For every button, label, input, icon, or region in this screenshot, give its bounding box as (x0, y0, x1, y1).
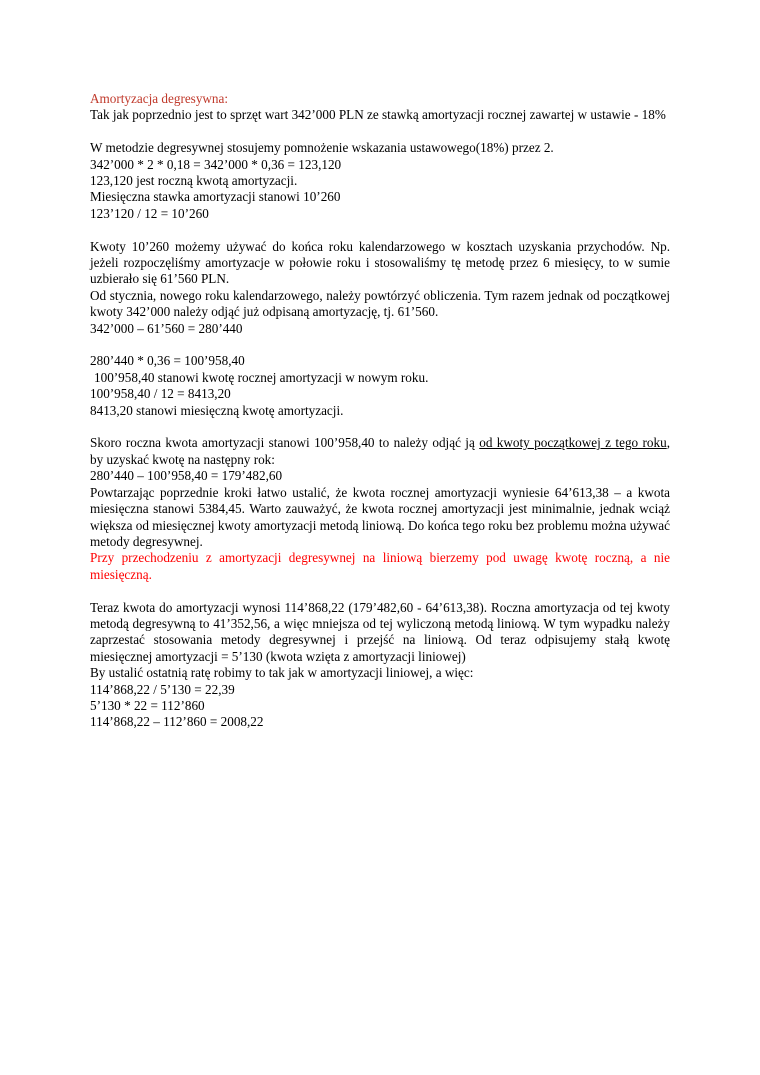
paragraph-next-year (90, 435, 670, 468)
final-line-1: 114’868,22 / 5’130 = 22,39 (90, 681, 235, 697)
spacer (90, 583, 670, 599)
note-red: Przy przechodzeniu z amortyzacji degresywnej na liniową bierzemy pod uwagę kwotę roczną, a nie miesięczną. (90, 550, 670, 582)
spacer (90, 337, 670, 353)
paragraph-new-year: Od stycznia, nowego roku kalendarzowego, należy powtórzyć obliczenia. Tym razem jednak od początkowej kwoty 342’000 należy odjąć już odpisaną amortyzację, tj. 61’560. (90, 287, 670, 320)
method-line-4: Miesięczna stawka amortyzacji stanowi 10’260 (90, 189, 341, 205)
final-line-2: 5’130 * 22 = 112’860 (90, 697, 205, 713)
calc-line-4: 8413,20 stanowi miesięczną kwotę amortyzacji. (90, 402, 344, 418)
calc-line-1: 280’440 * 0,36 = 100’958,40 (90, 353, 245, 369)
paragraph-next-year-pre: Skoro roczna kwota amortyzacji stanowi 100’958,40 to należy odjąć ją (90, 435, 480, 451)
method-line-1: W metodzie degresywnej stosujemy pomnożenie wskazania ustawowego(18%) przez 2. (90, 140, 554, 156)
paragraph-first-year: Kwoty 10’260 możemy używać do końca roku kalendarzowego w kosztach uzyskania przychodów. Np. jeżeli rozpoczęliśmy amortyzacje w połowie roku i stosowaliśmy tę metodę przez 6 miesięcy, to w sumie uzbierało się 61’560 PLN. (90, 238, 670, 287)
intro-paragraph: Tak jak poprzednio jest to sprzęt wart 342’000 PLN ze stawką amortyzacji rocznej zawartej w ustawie - 18% (90, 107, 666, 123)
calc-line-remaining: 342’000 – 61’560 = 280’440 (90, 320, 243, 336)
method-line-5: 123’120 / 12 = 10’260 (90, 205, 209, 221)
calc-line-next-year: 280’440 – 100’958,40 = 179’482,60 (90, 468, 283, 484)
spacer (90, 419, 670, 435)
section-title: Amortyzacja degresywna: (90, 91, 229, 106)
final-line-3: 114’868,22 – 112’860 = 2008,22 (90, 714, 264, 730)
spacer (90, 124, 670, 140)
document-page (90, 91, 670, 731)
paragraph-repeat-steps: Powtarzając poprzednie kroki łatwo ustalić, że kwota rocznej amortyzacji wyniesie 64’613,38 – a kwota miesięczna stanowi 5384,45. Warto zauważyć, że kwota rocznej amortyzacji jest minimalnie, jednak wciąż większa od miesięcznej kwoty amortyzacji metodą liniową. Do końca tego roku bez problemu można używać metody degresywnej. (90, 484, 670, 549)
paragraph-last-installment: By ustalić ostatnią ratę robimy to tak jak w amortyzacji liniowej, a więc: (90, 665, 474, 681)
calc-line-2: 100’958,40 stanowi kwotę rocznej amortyzacji w nowym roku. (94, 369, 429, 385)
calc-line-3: 100’958,40 / 12 = 8413,20 (90, 386, 231, 402)
method-line-3: 123,120 jest roczną kwotą amortyzacji. (90, 173, 298, 189)
paragraph-switch-method: Teraz kwota do amortyzacji wynosi 114’868,22 (179’482,60 - 64’613,38). Roczna amortyzacja od tej kwoty metodą degresywną to 41’352,56, a więc mniejsza od tej wyliczoną metodą liniową. W tym wypadku należy zaprzestać stosowania metody degresywnej i przejść na liniową. Od teraz odpisujemy stałą kwotę miesięcznej amortyzacji = 5’130 (kwota wzięta z amortyzacji liniowej) (90, 599, 670, 664)
spacer (90, 222, 670, 238)
method-line-2: 342’000 * 2 * 0,18 = 342’000 * 0,36 = 123,120 (90, 156, 342, 172)
underlined-phrase: od kwoty początkowej z tego roku (479, 435, 667, 451)
paragraph-next-year-post: , by uzyskać kwotę na następny rok: (90, 435, 670, 467)
